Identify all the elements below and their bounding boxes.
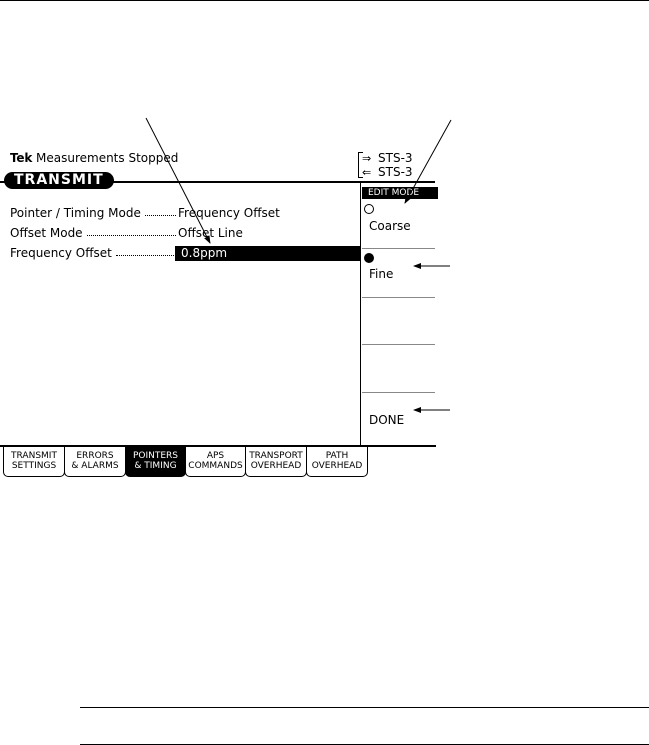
callout-frequency-offset [146,118,210,243]
setting-label: Pointer / Timing Mode [10,206,141,220]
tab-line-1: POINTERS [132,451,179,461]
transmit-arrow-icon: ⇒ [362,152,372,165]
setting-label: Frequency Offset [10,246,112,260]
done-label: DONE [369,413,405,427]
tab-line-2: OVERHEAD [250,461,302,471]
transmit-signal-label: STS-3 [378,151,413,165]
measurement-status: Measurements Stopped [36,151,179,165]
brand-label: Tek [10,151,33,165]
tab-line-2: OVERHEAD [311,461,363,471]
menu-option-label: Fine [369,267,394,281]
frequency-offset-value-field[interactable]: 0.8ppm [175,246,361,261]
tab-line-1: TRANSMIT [11,451,57,461]
tab-line-1: TRANSPORT [249,451,303,461]
tab-line-2: COMMANDS [188,461,243,471]
tab-line-1: PATH [325,451,349,461]
tab-line-2: & TIMING [134,461,177,471]
menu-option-label: Coarse [369,219,411,233]
tab-line-2: & ALARMS [71,461,119,471]
setting-value-offset-mode[interactable]: Offset Line [178,226,243,240]
tab-line-2: SETTINGS [11,461,57,471]
setting-label: Offset Mode [10,226,83,240]
tab-line-1: APS [206,451,225,461]
callout-edit-mode [405,120,451,203]
setting-value-pointer-timing-mode[interactable]: Frequency Offset [178,206,280,220]
side-menu-title: EDIT MODE [362,187,438,199]
receive-signal-label: STS-3 [378,165,413,179]
receive-arrow-icon: ⇐ [362,166,372,179]
transmit-mode-badge: TRANSMIT [4,172,114,189]
tab-line-1: ERRORS [76,451,114,461]
